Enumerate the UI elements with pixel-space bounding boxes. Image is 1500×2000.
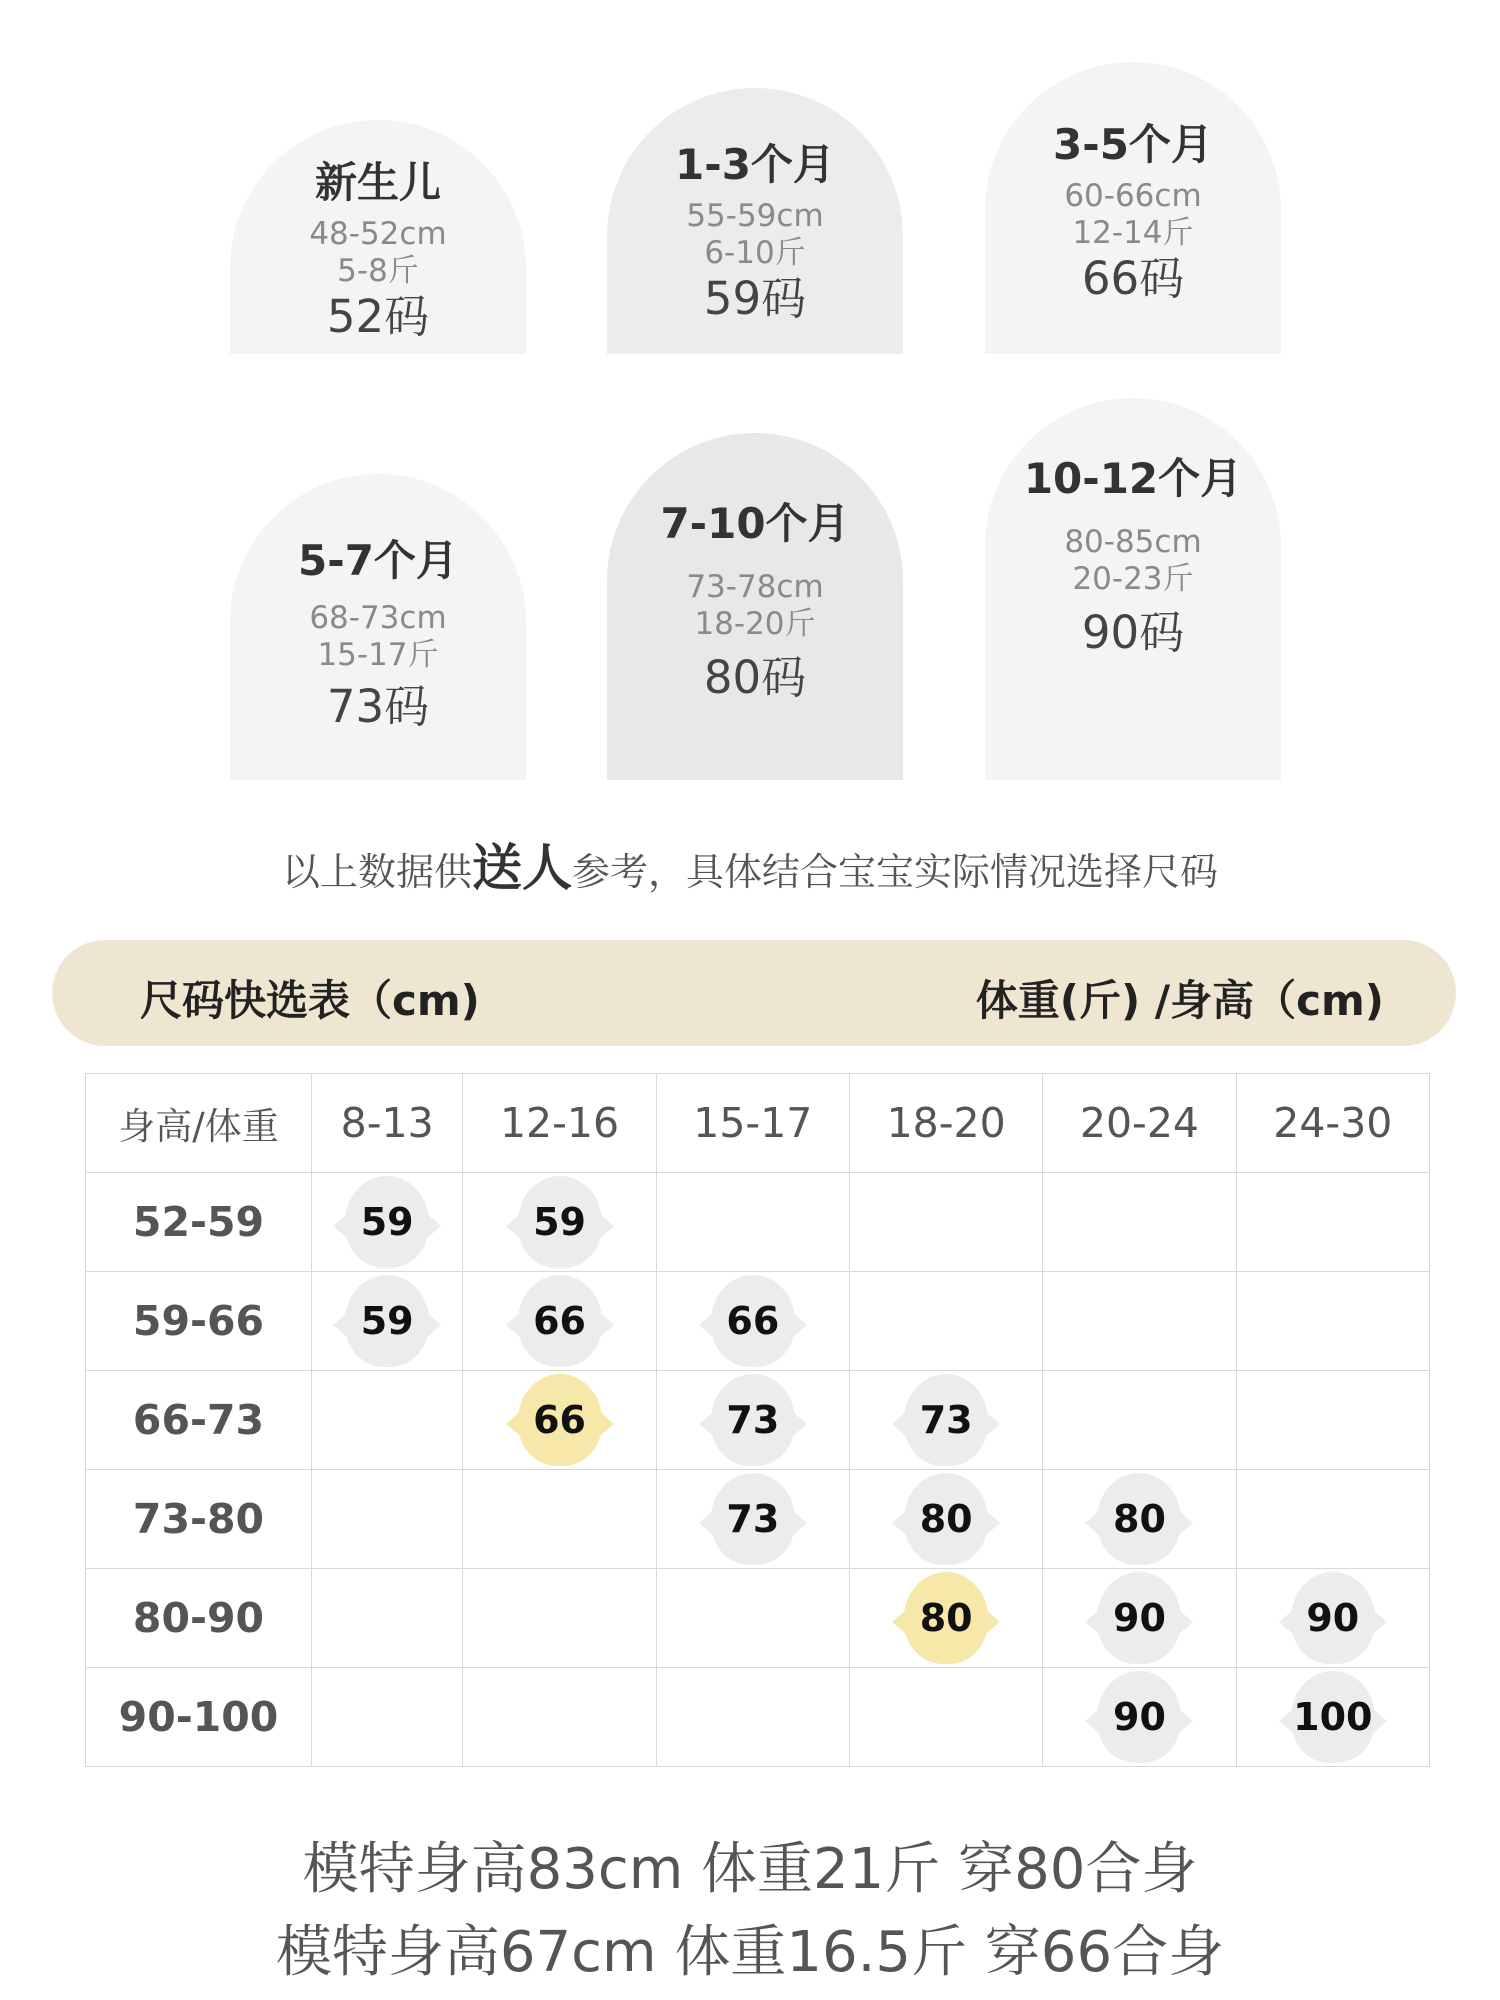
table-cell xyxy=(1236,1371,1429,1470)
card-size: 52码 xyxy=(326,290,430,343)
model-info-line-1: 模特身高83cm 体重21斤 穿80合身 xyxy=(302,1837,1198,1902)
card-weight: 6-10斤 xyxy=(704,235,806,271)
column-header: 18-20 xyxy=(849,1074,1042,1173)
table-cell xyxy=(1236,1569,1429,1668)
size-badge: 73 xyxy=(711,1374,795,1466)
card-age: 新生儿 xyxy=(314,158,441,207)
table-cell xyxy=(1043,1668,1236,1767)
table-cell xyxy=(463,1272,656,1371)
card-size: 73码 xyxy=(326,680,430,733)
card-size: 66码 xyxy=(1081,252,1185,305)
card-weight: 15-17斤 xyxy=(317,637,439,673)
size-card-3-5-months xyxy=(985,62,1281,354)
table-cell xyxy=(656,1668,849,1767)
size-card-newborn xyxy=(230,120,526,354)
row-header: 52-59 xyxy=(86,1173,312,1272)
card-height: 60-66cm xyxy=(1064,178,1202,214)
banner-axis-label: 体重(斤) /身高（cm) xyxy=(975,976,1384,1025)
size-badge: 90 xyxy=(1097,1572,1181,1664)
card-weight: 18-20斤 xyxy=(694,606,816,642)
table-cell xyxy=(656,1272,849,1371)
table-row xyxy=(86,1371,1430,1470)
table-cell xyxy=(1043,1470,1236,1569)
table-cell xyxy=(463,1668,656,1767)
size-badge: 66 xyxy=(518,1275,602,1367)
table-cell xyxy=(312,1668,463,1767)
quick-size-banner xyxy=(52,940,1456,1046)
table-cell xyxy=(312,1569,463,1668)
size-badge: 59 xyxy=(518,1176,602,1268)
table-cell xyxy=(1236,1173,1429,1272)
table-cell xyxy=(1236,1470,1429,1569)
table-cell xyxy=(312,1470,463,1569)
table-cell xyxy=(1043,1173,1236,1272)
table-row xyxy=(86,1272,1430,1371)
table-row xyxy=(86,1470,1430,1569)
table-cell xyxy=(849,1668,1042,1767)
table-cell xyxy=(312,1371,463,1470)
card-age: 10-12个月 xyxy=(1023,454,1243,503)
table-cell xyxy=(312,1272,463,1371)
size-table xyxy=(85,1073,1430,1767)
card-size: 80码 xyxy=(703,651,807,704)
table-row xyxy=(86,1569,1430,1668)
size-badge: 90 xyxy=(1097,1671,1181,1763)
column-header: 15-17 xyxy=(656,1074,849,1173)
row-header: 90-100 xyxy=(86,1668,312,1767)
table-corner-label: 身高/体重 xyxy=(86,1074,312,1173)
size-badge: 73 xyxy=(904,1374,988,1466)
table-row xyxy=(86,1668,1430,1767)
row-header: 80-90 xyxy=(86,1569,312,1668)
banner-title: 尺码快选表（cm) xyxy=(140,976,480,1025)
size-badge: 90 xyxy=(1291,1572,1375,1664)
table-cell xyxy=(849,1272,1042,1371)
table-cell xyxy=(1236,1272,1429,1371)
table-cell xyxy=(849,1470,1042,1569)
table-cell xyxy=(463,1569,656,1668)
card-age: 5-7个月 xyxy=(298,536,458,585)
size-card-7-10-months xyxy=(607,433,903,780)
table-cell xyxy=(656,1470,849,1569)
size-card-5-7-months xyxy=(230,474,526,780)
size-badge: 73 xyxy=(711,1473,795,1565)
column-header: 8-13 xyxy=(312,1074,463,1173)
table-cell xyxy=(849,1569,1042,1668)
column-header: 20-24 xyxy=(1043,1074,1236,1173)
size-card-10-12-months xyxy=(985,398,1281,780)
card-age: 7-10个月 xyxy=(660,499,850,548)
note-emphasis: 送人 xyxy=(472,839,572,897)
card-weight: 5-8斤 xyxy=(337,253,419,289)
size-badge: 66 xyxy=(711,1275,795,1367)
table-cell xyxy=(1236,1668,1429,1767)
table-cell xyxy=(656,1569,849,1668)
card-age: 1-3个月 xyxy=(675,140,835,189)
size-badge: 80 xyxy=(904,1572,988,1664)
card-height: 80-85cm xyxy=(1064,524,1202,560)
card-size: 90码 xyxy=(1081,606,1185,659)
table-cell xyxy=(312,1173,463,1272)
size-card-1-3-months xyxy=(607,88,903,354)
card-size: 59码 xyxy=(703,272,807,325)
table-cell xyxy=(463,1371,656,1470)
size-badge: 59 xyxy=(345,1275,429,1367)
note-prefix: 以上数据供 xyxy=(281,850,472,894)
column-header: 12-16 xyxy=(463,1074,656,1173)
table-cell xyxy=(1043,1569,1236,1668)
table-cell xyxy=(463,1173,656,1272)
card-height: 55-59cm xyxy=(686,198,824,234)
card-age: 3-5个月 xyxy=(1053,120,1213,169)
row-header: 59-66 xyxy=(86,1272,312,1371)
table-cell xyxy=(1043,1272,1236,1371)
size-badge: 80 xyxy=(904,1473,988,1565)
card-height: 73-78cm xyxy=(686,569,824,605)
row-header: 66-73 xyxy=(86,1371,312,1470)
size-badge: 59 xyxy=(345,1176,429,1268)
row-header: 73-80 xyxy=(86,1470,312,1569)
size-badge: 80 xyxy=(1097,1473,1181,1565)
table-cell xyxy=(849,1173,1042,1272)
note-suffix: 参考，具体结合宝宝实际情况选择尺码 xyxy=(572,850,1219,894)
model-info-line-2: 模特身高67cm 体重16.5斤 穿66合身 xyxy=(275,1920,1225,1985)
reference-note xyxy=(0,828,1500,900)
table-cell xyxy=(849,1371,1042,1470)
table-cell xyxy=(656,1371,849,1470)
column-header: 24-30 xyxy=(1236,1074,1429,1173)
table-cell xyxy=(1043,1371,1236,1470)
card-weight: 12-14斤 xyxy=(1072,215,1194,251)
size-badge: 66 xyxy=(518,1374,602,1466)
size-badge: 100 xyxy=(1291,1671,1375,1763)
table-row xyxy=(86,1173,1430,1272)
card-height: 48-52cm xyxy=(309,216,447,252)
card-weight: 20-23斤 xyxy=(1072,561,1194,597)
table-header-row xyxy=(86,1074,1430,1173)
table-cell xyxy=(656,1173,849,1272)
table-cell xyxy=(463,1470,656,1569)
card-height: 68-73cm xyxy=(309,600,447,636)
